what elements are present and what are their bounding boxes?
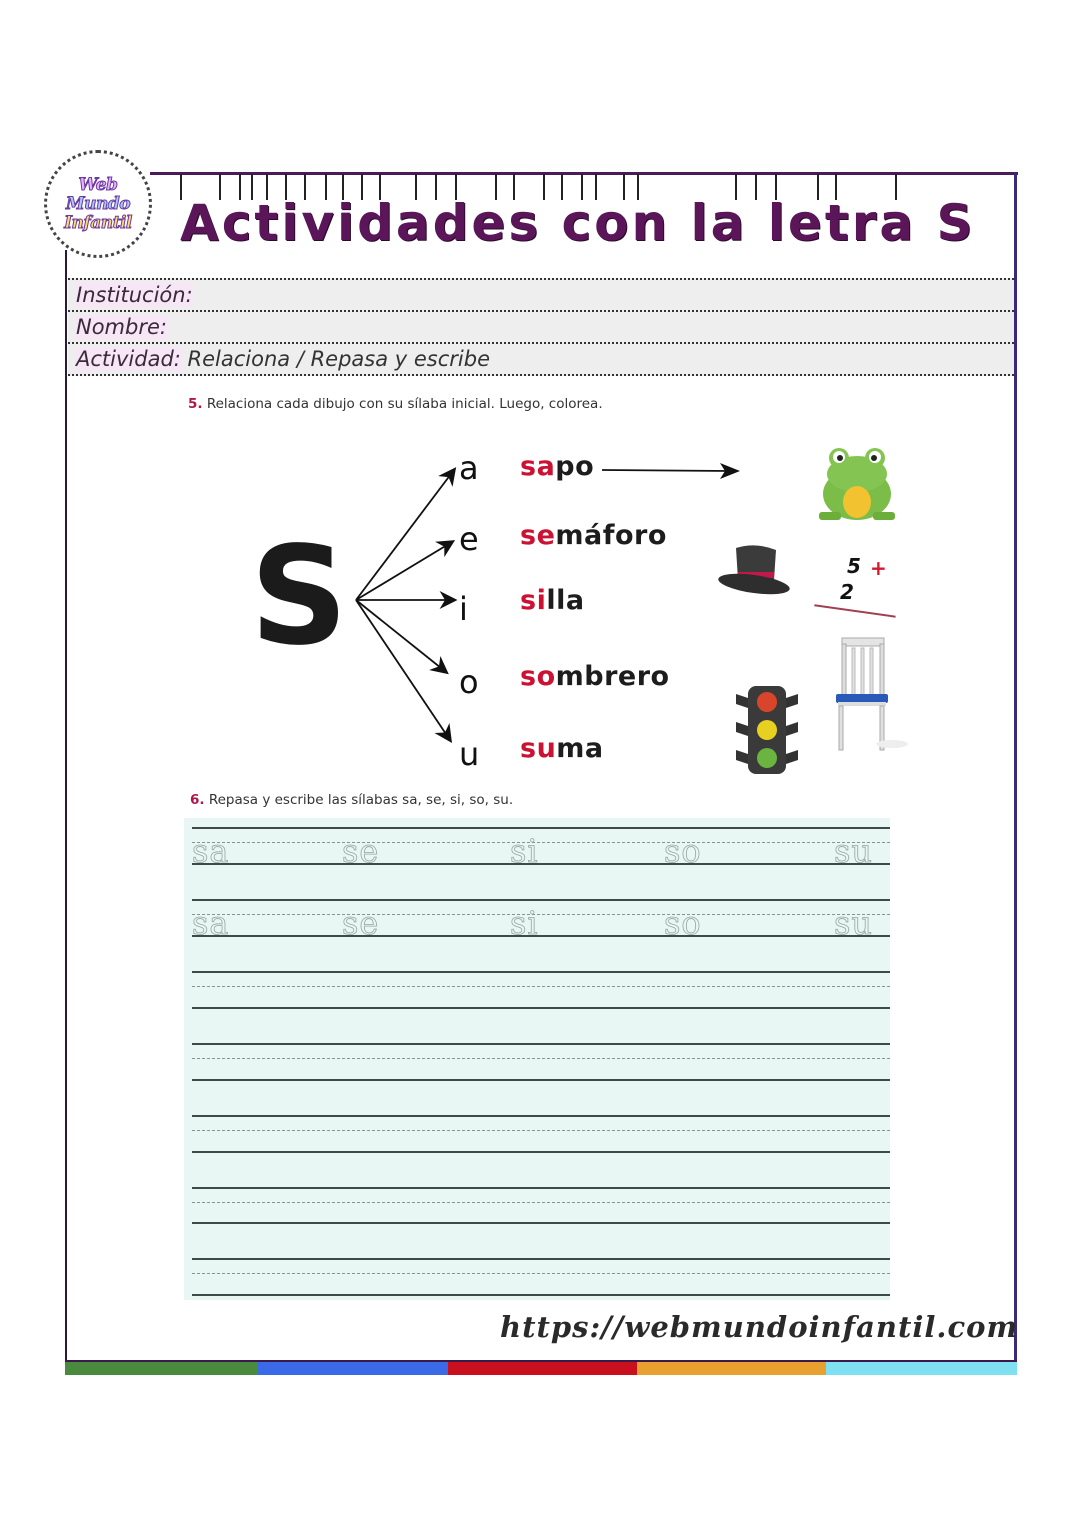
syllable: so: [520, 661, 556, 692]
vowel-i: i: [459, 590, 468, 628]
trace-syllable: sa: [192, 904, 230, 942]
exercise-6-instruction: [190, 792, 513, 808]
logo-line-1: Web: [78, 174, 118, 195]
writing-base-line: [192, 1222, 890, 1224]
big-letter-s: S: [250, 518, 348, 676]
institution-label: Institución:: [76, 283, 193, 307]
sum-line: [814, 604, 895, 617]
frog-icon: [815, 444, 900, 524]
writing-area[interactable]: [184, 818, 890, 1300]
word-rest: ma: [556, 733, 604, 764]
logo: [44, 150, 152, 258]
word-rest: po: [555, 451, 595, 482]
info-fields: [68, 278, 1014, 376]
writing-mid-line: [192, 842, 890, 843]
writing-mid-line: [192, 914, 890, 915]
traffic-light-icon: [734, 684, 800, 776]
writing-top-line: [192, 899, 890, 901]
top-hat-icon: [716, 542, 791, 598]
institution-field[interactable]: [68, 278, 1014, 310]
trace-syllable: so: [664, 832, 702, 870]
exercise-6-text: Repasa y escribe las sílabas sa, se, si, so, su.: [204, 792, 514, 808]
word-rest: lla: [546, 585, 585, 616]
exercise-5-text: Relaciona cada dibujo con su sílaba inicial. Luego, colorea.: [202, 396, 603, 412]
exercise-5-number: 5.: [188, 396, 203, 412]
writing-top-line: [192, 1187, 890, 1189]
syllable: se: [520, 520, 556, 551]
trace-syllable: se: [342, 904, 380, 942]
vowel-o: o: [459, 663, 479, 701]
writing-top-line: [192, 971, 890, 973]
trace-syllable: sa: [192, 832, 230, 870]
trace-syllable: si: [510, 832, 539, 870]
exercise-6-number: 6.: [190, 792, 205, 808]
page-title: Actividades con la letra S: [180, 194, 976, 252]
color-bar-cyan: [826, 1362, 1017, 1375]
writing-top-line: [192, 1258, 890, 1260]
sum-number-b: 2: [840, 580, 854, 604]
writing-mid-line: [192, 1273, 890, 1274]
word-rest: mbrero: [555, 661, 670, 692]
activity-label: Actividad:: [76, 347, 181, 371]
writing-mid-line: [192, 1058, 890, 1059]
name-label: Nombre:: [76, 315, 167, 339]
word-silla: [520, 584, 585, 618]
color-bar-blue: [258, 1362, 448, 1375]
logo-line-3: Infantil: [64, 212, 132, 233]
logo-line-2: Mundo: [65, 193, 131, 214]
activity-value: Relaciona / Repasa y escribe: [180, 347, 491, 371]
word-sapo: [520, 450, 594, 484]
trace-syllable: su: [834, 904, 874, 942]
writing-base-line: [192, 1294, 890, 1296]
color-bar-red: [448, 1362, 637, 1375]
exercise-5-instruction: [188, 396, 603, 412]
trace-syllable: su: [834, 832, 874, 870]
sum-picture: [812, 552, 897, 624]
activity-field[interactable]: [68, 342, 1014, 376]
writing-mid-line: [192, 1130, 890, 1131]
writing-top-line: [192, 827, 890, 829]
vowel-u: u: [459, 735, 480, 773]
writing-base-line: [192, 1079, 890, 1081]
writing-top-line: [192, 1043, 890, 1045]
syllable: sa: [520, 451, 556, 482]
plus-icon: +: [870, 556, 887, 580]
syllable: su: [520, 733, 557, 764]
frame-left-border: [65, 250, 67, 1364]
frame-right-border: [1014, 172, 1017, 1364]
word-rest: máforo: [555, 520, 667, 551]
trace-syllable: se: [342, 832, 380, 870]
website-url[interactable]: https://webmundoinfantil.com: [500, 1310, 1019, 1344]
vowel-a: a: [459, 449, 479, 487]
trace-syllable: si: [510, 904, 539, 942]
syllable: si: [520, 585, 547, 616]
word-suma: [520, 732, 604, 766]
writing-base-line: [192, 863, 890, 865]
trace-syllable: so: [664, 904, 702, 942]
color-bar-orange: [637, 1362, 826, 1375]
writing-base-line: [192, 1007, 890, 1009]
writing-base-line: [192, 935, 890, 937]
vowel-e: e: [459, 520, 479, 558]
writing-base-line: [192, 1151, 890, 1153]
word-semaforo: [520, 519, 667, 553]
example-arrow-icon: [600, 460, 745, 482]
color-bar-green: [65, 1362, 258, 1375]
writing-mid-line: [192, 986, 890, 987]
writing-top-line: [192, 1115, 890, 1117]
writing-mid-line: [192, 1202, 890, 1203]
word-sombrero: [520, 660, 670, 694]
sum-number-a: 5: [847, 554, 861, 578]
name-field[interactable]: [68, 310, 1014, 342]
chair-icon: [832, 636, 910, 754]
